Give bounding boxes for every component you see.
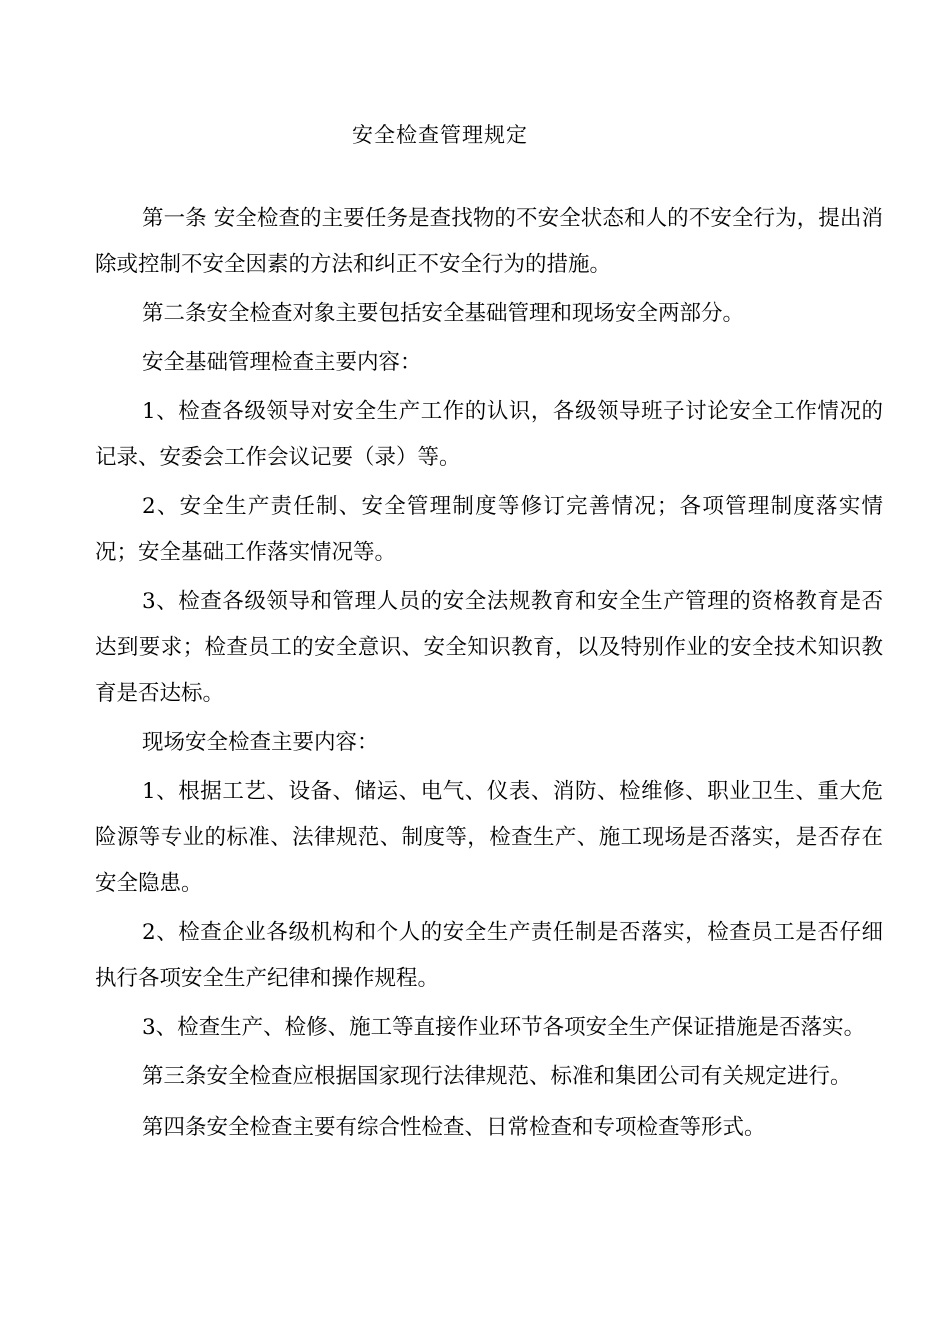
document-title: 安全检查管理规定 — [352, 123, 528, 147]
paragraph-basic-item-2: 2、安全生产责任制、安全管理制度等修订完善情况；各项管理制度落实情况；安全基础工作落实情况等。 — [95, 494, 883, 565]
paragraph-basic-management-heading: 安全基础管理检查主要内容： — [142, 350, 422, 375]
paragraph-site-item-3: 3、检查生产、检修、施工等直接作业环节各项安全生产保证措施是否落实。 — [142, 1015, 866, 1040]
paragraph-site-item-2: 2、检查企业各级机构和个人的安全生产责任制是否落实，检查员工是否仔细执行各项安全生产纪律和操作规程。 — [95, 920, 883, 991]
paragraph-site-item-1: 1、根据工艺、设备、储运、电气、仪表、消防、检维修、职业卫生、重大危险源等专业的标准、法律规范、制度等，检查生产、施工现场是否落实，是否存在安全隐患。 — [95, 779, 883, 896]
paragraph-article-1: 第一条 安全检查的主要任务是查找物的不安全状态和人的不安全行为，提出消除或控制不安全因素的方法和纠正不安全行为的措施。 — [95, 206, 883, 277]
paragraph-site-safety-heading: 现场安全检查主要内容： — [142, 730, 379, 755]
paragraph-basic-item-3: 3、检查各级领导和管理人员的安全法规教育和安全生产管理的资格教育是否达到要求；检查员工的安全意识、安全知识教育，以及特别作业的安全技术知识教育是否达标。 — [95, 589, 883, 706]
paragraph-basic-item-1: 1、检查各级领导对安全生产工作的认识，各级领导班子讨论安全工作情况的记录、安委会工作会议记要（录）等。 — [95, 399, 883, 470]
document-body — [95, 196, 883, 1154]
paragraph-article-4: 第四条安全检查主要有综合性检查、日常检查和专项检查等形式。 — [142, 1115, 766, 1140]
paragraph-article-2: 第二条安全检查对象主要包括安全基础管理和现场安全两部分。 — [142, 301, 745, 326]
paragraph-article-3: 第三条安全检查应根据国家现行法律规范、标准和集团公司有关规定进行。 — [142, 1064, 852, 1089]
